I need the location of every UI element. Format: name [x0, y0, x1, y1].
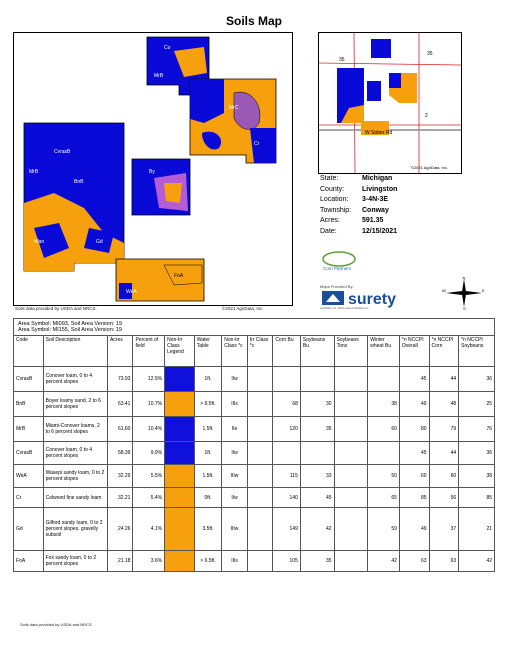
legend-color	[165, 488, 194, 507]
inset-road-label: W Sober Rd	[365, 130, 393, 136]
table-cell-nonirr: IIIs	[222, 551, 248, 572]
footnote: Soils data provided by USDA and NRCS.	[20, 622, 93, 627]
table-cell-code: Cr	[14, 488, 44, 508]
table-cell-acres: 32.29	[107, 465, 133, 488]
column-header: Code	[14, 336, 44, 367]
map-label: MrB	[29, 169, 39, 175]
table-cell-corn	[273, 367, 301, 392]
location-info	[320, 174, 397, 237]
map-label: Wan	[34, 239, 45, 245]
column-header: Acres	[107, 336, 133, 367]
map-label: CvrasB	[54, 149, 71, 155]
date-label: Date:	[320, 227, 337, 235]
map-copyright: ©2021 AgriData, Inc.	[222, 306, 264, 311]
table-cell-pct: 5.4%	[133, 488, 165, 508]
table-cell-ov: 49	[399, 508, 429, 551]
inset-map	[318, 32, 462, 174]
table-cell-acres: 24.26	[107, 508, 133, 551]
map-label: By	[149, 169, 155, 175]
table-cell-irr	[247, 465, 273, 488]
township-label: Township:	[320, 206, 352, 214]
soils-map-graphic	[14, 33, 292, 305]
table-cell-wheat: 60	[368, 417, 400, 442]
table-cell-desc: Miami-Conover loams, 2 to 6 percent slopes	[43, 417, 107, 442]
table-cell-water: 0ft.	[194, 488, 222, 508]
table-cell-desc: Boyer loamy sand, 2 to 6 percent slopes	[43, 392, 107, 417]
table-cell-irr	[247, 417, 273, 442]
table-header-row	[14, 336, 495, 367]
date-value: 12/15/2021	[362, 227, 398, 235]
class-legend-swatch	[165, 465, 195, 488]
legend-color	[165, 465, 194, 487]
map-label: MrC	[229, 105, 239, 111]
table-cell-pct: 4.1%	[133, 508, 165, 551]
township-value: Conway	[362, 206, 389, 214]
table-cell-code: CvrasB	[14, 442, 44, 465]
table-cell-nonirr: IIIw	[222, 508, 248, 551]
inset-section-label: 35	[427, 51, 433, 57]
table-cell-corn: 68	[273, 392, 301, 417]
table-cell-ov: 45	[399, 367, 429, 392]
class-legend-swatch	[165, 551, 195, 572]
table-cell-wheat: 59	[368, 508, 400, 551]
inset-map-graphic	[319, 33, 461, 173]
table-cell-sy: 85	[459, 488, 495, 508]
table-row	[14, 508, 495, 551]
table-cell-wheat	[368, 442, 400, 465]
table-cell-water: > 6.5ft.	[194, 392, 222, 417]
column-header: Winter wheat Bu	[368, 336, 400, 367]
table-body	[14, 367, 495, 572]
legend-color	[165, 442, 194, 464]
table-cell-desc: Conover loam, 0 to 4 percent slopes	[43, 367, 107, 392]
table-cell-nonirr: IIe	[222, 417, 248, 442]
table-cell-soyb: 45	[300, 488, 334, 508]
table-cell-pct: 5.5%	[133, 465, 165, 488]
table-cell-water: > 6.5ft.	[194, 551, 222, 572]
table-cell-soyb: 33	[300, 465, 334, 488]
table-cell-desc: Gilford sandy loam, 0 to 2 percent slopes, gravelly subsoil	[43, 508, 107, 551]
table-cell-code: BnB	[14, 392, 44, 417]
inset-section-label: 35	[339, 57, 345, 63]
map-label: Cr	[254, 141, 260, 147]
table-cell-desc: Colwood fine sandy loam	[43, 488, 107, 508]
table-cell-ov: 45	[399, 442, 429, 465]
table-cell-acres: 21.18	[107, 551, 133, 572]
table-row	[14, 465, 495, 488]
legend-color	[165, 367, 194, 391]
table-cell-irr	[247, 392, 273, 417]
table-cell-sy: 36	[459, 442, 495, 465]
table-cell-desc: Fox sandy loam, 0 to 2 percent slopes	[43, 551, 107, 572]
table-row	[14, 417, 495, 442]
table-cell-ov: 49	[399, 392, 429, 417]
table-cell-cn: 44	[429, 367, 459, 392]
table-cell-water: 3.5ft.	[194, 508, 222, 551]
column-header: Soybeans Bu	[300, 336, 334, 367]
table-cell-soyb	[300, 442, 334, 465]
column-header: *n NCCPI Soybeans	[459, 336, 495, 367]
table-cell-ov: 63	[399, 551, 429, 572]
table-cell-soyt	[334, 551, 368, 572]
table-cell-cn: 48	[429, 392, 459, 417]
column-header: Non-Irr Class *c	[222, 336, 248, 367]
map-label: MrB	[154, 73, 164, 79]
table-cell-nonirr: IIIw	[222, 465, 248, 488]
table-cell-sy: 38	[459, 465, 495, 488]
table-cell-irr	[247, 442, 273, 465]
table-cell-pct: 3.6%	[133, 551, 165, 572]
table-cell-cn: 37	[429, 508, 459, 551]
table-cell-desc: Wasepi sandy loam, 0 to 2 percent slopes	[43, 465, 107, 488]
table-cell-soyt	[334, 465, 368, 488]
surety-wordmark: surety	[348, 291, 397, 308]
soils-table	[13, 318, 495, 572]
column-header: Soybeans Tons	[334, 336, 368, 367]
table-cell-sy: 36	[459, 367, 495, 392]
column-header: *n NCCPI Overall	[399, 336, 429, 367]
inset-copyright: ©2021 AgriData, Inc.	[411, 165, 448, 170]
table-cell-soyb: 35	[300, 417, 334, 442]
table-cell-cn: 44	[429, 442, 459, 465]
table-cell-soyt	[334, 417, 368, 442]
inset-section-label: 2	[425, 113, 428, 119]
state-value: Michigan	[362, 175, 393, 182]
table-cell-code: WeA	[14, 465, 44, 488]
column-header: Corn Bu	[273, 336, 301, 367]
table-cell-acres: 32.21	[107, 488, 133, 508]
compass-n: N	[462, 276, 466, 281]
compass-s: S	[463, 306, 466, 310]
table-cell-ov: 60	[399, 465, 429, 488]
table-cell-water: 1ft.	[194, 442, 222, 465]
legend-color	[165, 417, 194, 441]
table-cell-cn: 79	[429, 417, 459, 442]
table-row	[14, 392, 495, 417]
table-cell-corn: 115	[273, 465, 301, 488]
table-cell-cn: 60	[429, 465, 459, 488]
state-label: State:	[320, 175, 339, 182]
compass-w: W	[442, 288, 446, 293]
table-cell-irr	[247, 508, 273, 551]
map-label: BnB	[74, 179, 84, 185]
class-legend-swatch	[165, 367, 195, 392]
table-cell-acres: 58.39	[107, 442, 133, 465]
table-cell-sy: 25	[459, 392, 495, 417]
table-cell-corn: 140	[273, 488, 301, 508]
acres-label: Acres:	[320, 217, 340, 224]
table-cell-water: 1.5ft.	[194, 417, 222, 442]
table-cell-desc: Conover loam, 0 to 4 percent slopes	[43, 442, 107, 465]
location-value: 3-4N-3E	[362, 196, 389, 203]
table-cell-irr	[247, 551, 273, 572]
table-cell-wheat: 42	[368, 551, 400, 572]
page-title: Soils Map	[225, 14, 282, 28]
legend-color	[165, 392, 194, 416]
county-value: Livingston	[362, 185, 398, 193]
table-cell-soyb: 30	[300, 392, 334, 417]
surety-subtext: AgriData, Inc. 2021 www.AgriData.com	[320, 306, 369, 309]
table-cell-acres: 63.41	[107, 392, 133, 417]
area-symbol-line: Area Symbol: MI093, Soil Area Version: 19	[18, 321, 122, 327]
location-label: Location:	[320, 196, 349, 203]
table-cell-pct: 9.9%	[133, 442, 165, 465]
class-legend-swatch	[165, 508, 195, 551]
column-header: Water Table	[194, 336, 222, 367]
class-legend-swatch	[165, 488, 195, 508]
table-cell-nonirr: IIw	[222, 488, 248, 508]
map-source-caption: Soils data provided by USDA and NRCS.	[15, 306, 97, 311]
maps-provided-by: Maps Provided By:	[320, 284, 354, 289]
legend-color	[165, 551, 194, 571]
column-header: Non-Irr Class Legend	[165, 336, 195, 367]
table-cell-corn: 120	[273, 417, 301, 442]
table-cell-code: Gd	[14, 508, 44, 551]
map-label: WeA	[126, 289, 137, 295]
table-cell-wheat: 50	[368, 465, 400, 488]
table-cell-code: FoA	[14, 551, 44, 572]
table-cell-corn: 105	[273, 551, 301, 572]
table-cell-soyt	[334, 367, 368, 392]
table-cell-sy: 42	[459, 551, 495, 572]
table-cell-pct: 12.5%	[133, 367, 165, 392]
surety-logo	[320, 283, 438, 309]
table-cell-sy: 76	[459, 417, 495, 442]
table-cell-pct: 10.4%	[133, 417, 165, 442]
table-cell-acres: 61.60	[107, 417, 133, 442]
acres-value: 591.35	[362, 217, 384, 224]
table-cell-water: 1ft.	[194, 367, 222, 392]
table-row	[14, 367, 495, 392]
table-cell-corn	[273, 442, 301, 465]
map-label: FoA	[174, 273, 184, 279]
table-cell-sy: 21	[459, 508, 495, 551]
table-cell-wheat	[368, 367, 400, 392]
class-legend-swatch	[165, 442, 195, 465]
table-cell-soyt	[334, 488, 368, 508]
area-symbol-line: Area Symbol: MI155, Soil Area Version: 19	[18, 327, 122, 333]
map-label: Gd	[96, 239, 103, 245]
map-label: Co	[164, 45, 171, 51]
county-label: County:	[320, 185, 345, 193]
table-cell-code: CvrasB	[14, 367, 44, 392]
table-row	[14, 488, 495, 508]
class-legend-swatch	[165, 417, 195, 442]
table-cell-soyt	[334, 508, 368, 551]
table-cell-soyt	[334, 442, 368, 465]
class-legend-swatch	[165, 392, 195, 417]
table-cell-irr	[247, 488, 273, 508]
table-row	[14, 551, 495, 572]
table-cell-pct: 10.7%	[133, 392, 165, 417]
table-cell-soyb: 42	[300, 508, 334, 551]
column-header: *n NCCPI Corn	[429, 336, 459, 367]
table-cell-wheat: 38	[368, 392, 400, 417]
soils-map	[13, 32, 293, 306]
corn-partners-logo	[319, 250, 359, 272]
legend-color	[165, 508, 194, 550]
table-cell-soyt	[334, 392, 368, 417]
table-cell-nonirr: IIw	[222, 367, 248, 392]
table-cell-wheat: 65	[368, 488, 400, 508]
table-cell-nonirr: IIIs	[222, 392, 248, 417]
column-header: Irr Class *c	[247, 336, 273, 367]
table-cell-irr	[247, 367, 273, 392]
compass-rose-icon	[442, 276, 486, 310]
table-cell-code: MrB	[14, 417, 44, 442]
table-cell-cn: 63	[429, 551, 459, 572]
table-cell-water: 1.5ft.	[194, 465, 222, 488]
corn-partners-text: Corn Partners	[323, 266, 352, 271]
table-cell-cn: 56	[429, 488, 459, 508]
table-cell-soyb	[300, 367, 334, 392]
column-header: Soil Description	[43, 336, 107, 367]
table-cell-soyb: 35	[300, 551, 334, 572]
table-row	[14, 442, 495, 465]
table-cell-nonirr: IIw	[222, 442, 248, 465]
compass-e: E	[482, 288, 485, 293]
table-cell-acres: 73.93	[107, 367, 133, 392]
column-header: Percent of field	[133, 336, 165, 367]
table-cell-ov: 85	[399, 488, 429, 508]
table-cell-corn: 149	[273, 508, 301, 551]
table-cell-ov: 80	[399, 417, 429, 442]
area-symbol-header	[14, 319, 495, 336]
